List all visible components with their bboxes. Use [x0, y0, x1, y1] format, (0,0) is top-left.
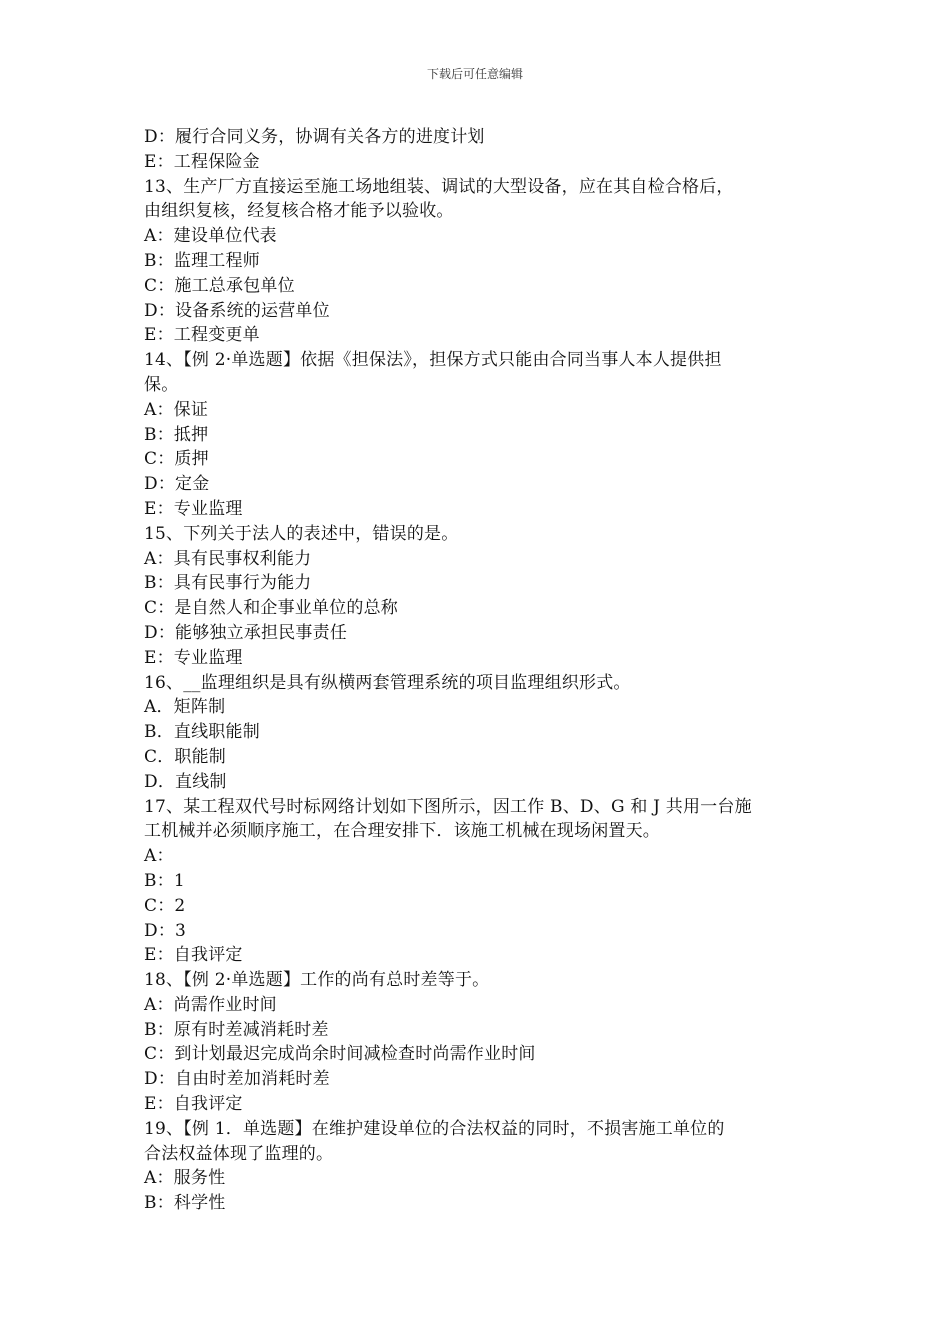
option-line: D：自由时差加消耗时差: [144, 1069, 330, 1090]
option-line: A：保证: [144, 399, 209, 420]
text-line: D：履行合同义务，协调有关各方的进度计划: [144, 127, 485, 147]
question-16: 16、__监理组织是具有纵横两套管理系统的项目监理组织形式。: [144, 672, 631, 693]
text-line: 保。: [144, 374, 179, 395]
option-line: E：自我评定: [144, 1094, 243, 1115]
option-line: D：设备系统的运营单位: [144, 300, 330, 321]
option-line: A．矩阵制: [144, 697, 226, 718]
text-line: 工机械并必须顺序施工，在合理安排下．该施工机械在现场闲置天。: [144, 821, 660, 842]
document-body: [144, 125, 814, 1216]
option-line: E：自我评定: [144, 945, 243, 966]
option-line: B．直线职能制: [144, 722, 260, 743]
question-14: 14、【例 2·单选题】依据《担保法》，担保方式只能由合同当事人本人提供担: [144, 350, 722, 371]
option-line: B：科学性: [144, 1193, 226, 1214]
question-18: 18、【例 2·单选题】工作的尚有总时差等于。: [144, 970, 490, 991]
option-line: A：: [144, 846, 174, 867]
option-line: C：是自然人和企事业单位的总称: [144, 598, 399, 619]
option-line: B：原有时差减消耗时差: [144, 1019, 329, 1040]
question-17: 17、某工程双代号时标网络计划如下图所示，因工作 B、D、G 和 J 共用一台施: [144, 796, 752, 817]
option-line: B：具有民事行为能力: [144, 573, 312, 594]
option-line: B：抵押: [144, 424, 209, 445]
option-line: A：尚需作业时间: [144, 994, 277, 1015]
option-line: B：监理工程师: [144, 250, 260, 271]
text-line: 合法权益体现了监理的。: [144, 1143, 334, 1164]
option-line: C．职能制: [144, 746, 227, 767]
option-line: C：质押: [144, 449, 209, 470]
option-line: B：1: [144, 870, 185, 891]
text-line: 由组织复核，经复核合格才能予以验收。: [144, 201, 454, 222]
question-13: 13、生产厂方直接运至施工场地组装、调试的大型设备，应在其自检合格后，: [144, 176, 734, 197]
option-line: C：2: [144, 895, 186, 916]
option-line: A：建设单位代表: [144, 226, 277, 247]
question-15: 15、下列关于法人的表述中，错误的是。: [144, 523, 459, 544]
option-line: E：专业监理: [144, 647, 243, 668]
option-line: D：定金: [144, 474, 210, 495]
option-line: E：专业监理: [144, 498, 243, 519]
question-19: 19、【例 1．单选题】在维护建设单位的合法权益的同时，不损害施工单位的: [144, 1118, 725, 1139]
option-line: C：施工总承包单位: [144, 275, 295, 296]
option-line: D．直线制: [144, 771, 227, 792]
option-line: E：工程变更单: [144, 325, 260, 346]
page-header: 下载后可任意编辑: [426, 67, 523, 81]
option-line: A：具有民事权利能力: [144, 548, 312, 569]
option-line: D：能够独立承担民事责任: [144, 622, 348, 643]
text-line: E：工程保险金: [144, 151, 260, 172]
option-line: A：服务性: [144, 1168, 226, 1189]
option-line: D：3: [144, 920, 187, 941]
option-line: C：到计划最迟完成尚余时间减检查时尚需作业时间: [144, 1044, 536, 1065]
